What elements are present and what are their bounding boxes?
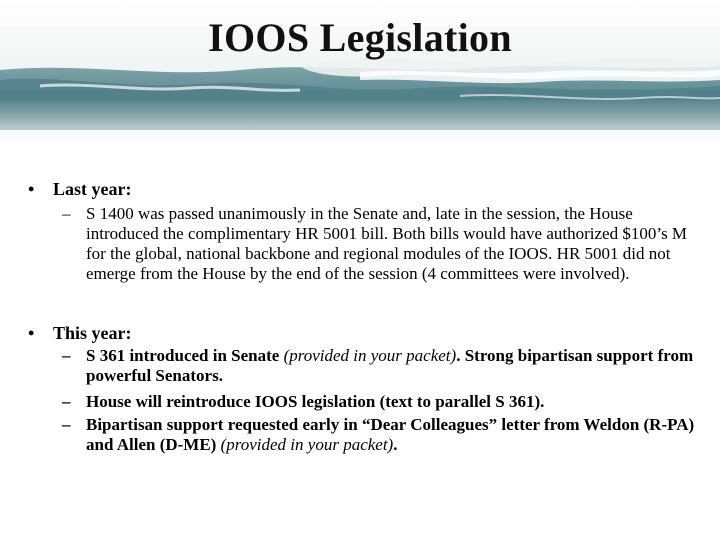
dash-marker: – [62, 346, 71, 365]
sub-item-text: S 1400 was passed unanimously in the Senate and, late in the session, the House introduced the complimentary HR 5001 bill. Both bills would have authorized $100’s M for the global, national backbone and regional modules of the IOOS. HR 5001 did not emerge from the House by the end of the session (4 committees were involved). [86, 204, 688, 283]
bullet-marker: • [28, 323, 35, 343]
bullet-heading: This year: [53, 323, 132, 343]
dash-marker: – [62, 392, 71, 411]
italic-note: (provided in your packet) [283, 346, 457, 365]
sub-item [0, 415, 720, 455]
sub-item-text: Bipartisan support requested early in “Dear Colleagues” letter from Weldon (R-PA) and Allen (D-ME) (provided in your packet). [86, 415, 695, 454]
bullet-marker: • [28, 179, 35, 199]
ocean-wave-banner [0, 0, 720, 145]
sub-item-text: S 361 introduced in Senate (provided in your packet). Strong bipartisan support from powerful Senators. [86, 346, 694, 385]
bullet-heading: Last year: [53, 179, 132, 199]
dash-marker: – [62, 415, 71, 434]
slide-title: IOOS Legislation [208, 15, 512, 60]
sub-item-text: House will reintroduce IOOS legislation (text to parallel S 361). [86, 392, 545, 411]
sub-item [0, 346, 720, 386]
sub-item [0, 392, 720, 412]
italic-note: (provided in your packet) [220, 435, 394, 454]
sub-item [0, 204, 720, 284]
dash-marker: – [62, 204, 71, 223]
